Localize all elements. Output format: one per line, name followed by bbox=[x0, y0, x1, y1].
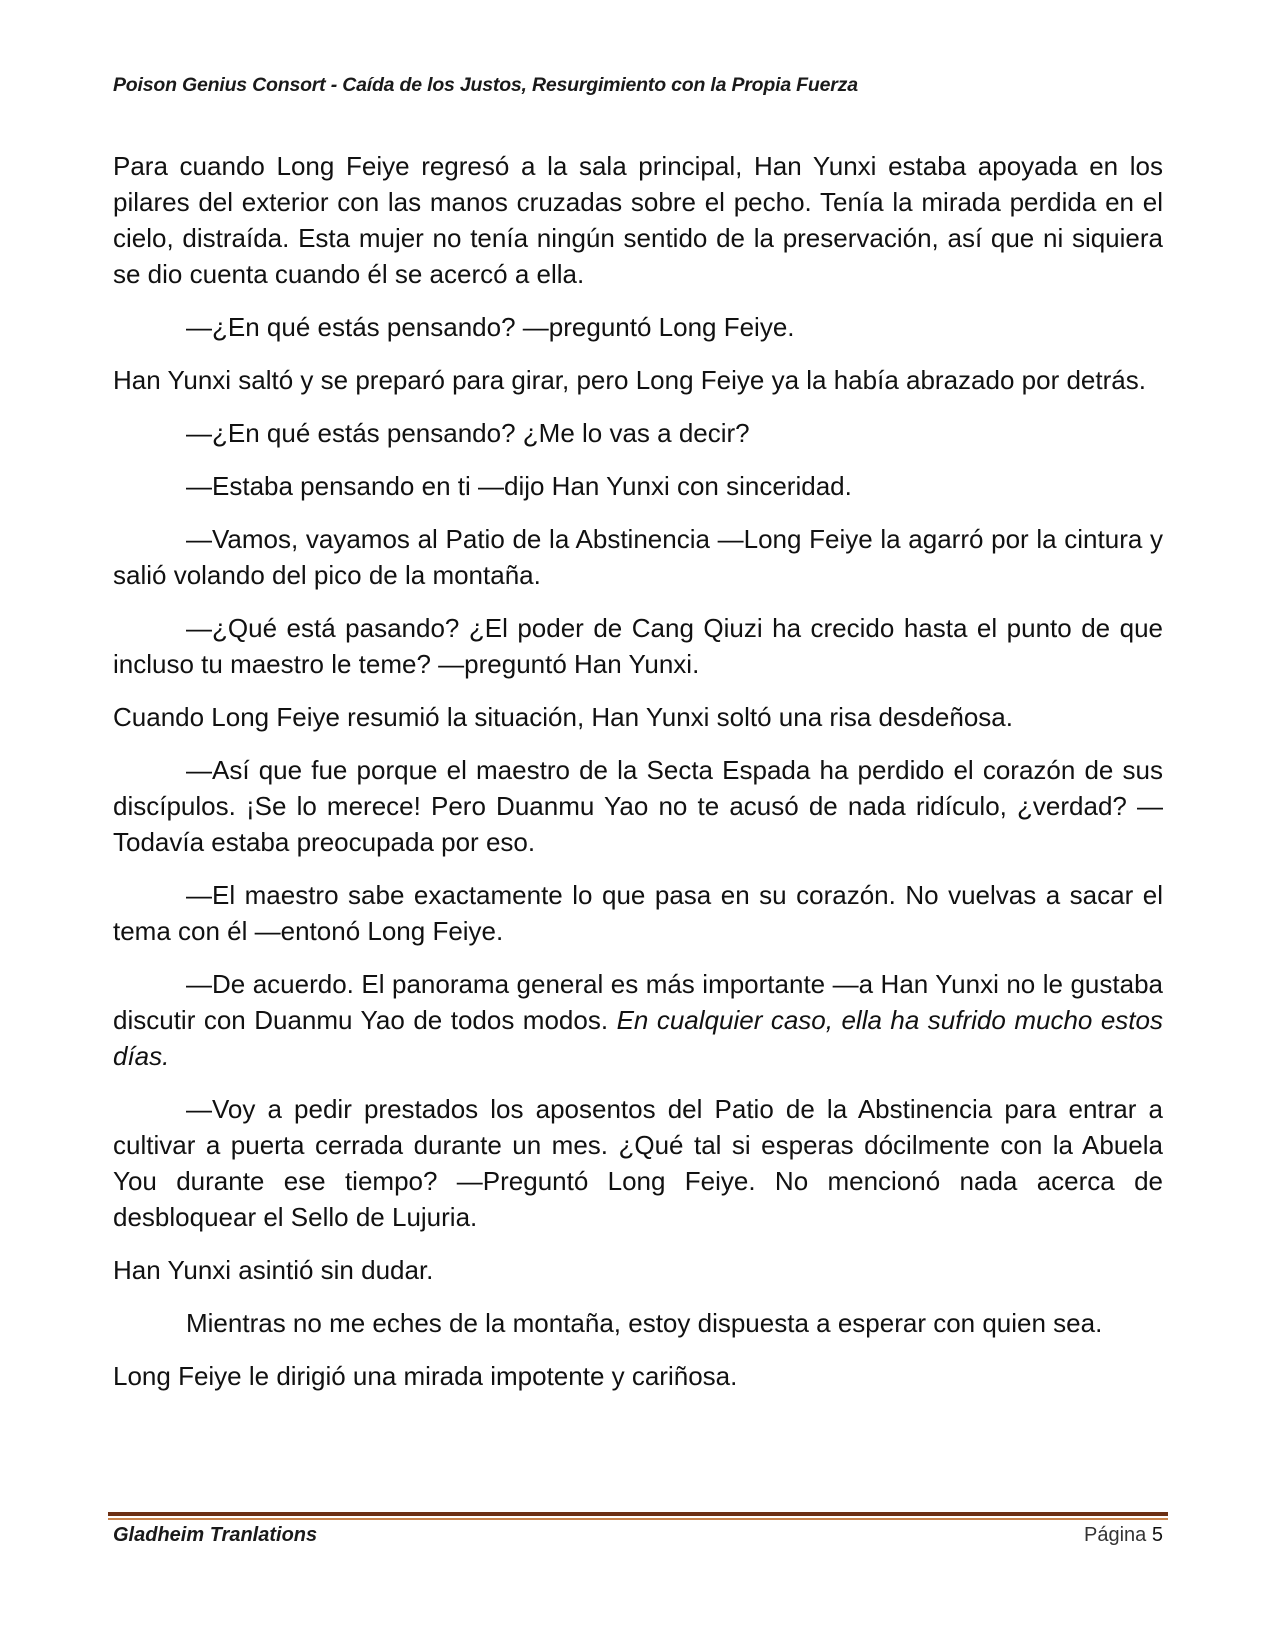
dialogue-paragraph: —¿Qué está pasando? ¿El poder de Cang Qiuzi ha crecido hasta el punto de que incluso tu maestro le teme? —preguntó Han Yunxi. bbox=[113, 613, 1163, 679]
paragraph-text: —De acuerdo. El panorama general es más importante —a Han Yunxi no le gustaba discutir con Duanmu Yao de todos modos. bbox=[113, 969, 1163, 1035]
dialogue-paragraph: —Estaba pensando en ti —dijo Han Yunxi con sinceridad. bbox=[186, 471, 852, 501]
dialogue-paragraph: —¿En qué estás pensando? —preguntó Long Feiye. bbox=[186, 312, 795, 342]
page-header: Poison Genius Consort - Caída de los Justos, Resurgimiento con la Propia Fuerza bbox=[113, 74, 858, 96]
page-label: Página bbox=[1084, 1524, 1147, 1546]
document-body bbox=[113, 148, 1163, 1411]
page-number-footer bbox=[1084, 1524, 1163, 1547]
dialogue-paragraph: —Así que fue porque el maestro de la Secta Espada ha perdido el corazón de sus discípulos. ¡Se lo merece! Pero Duanmu Yao no te acusó de nada ridículo, ¿verdad? —Todavía estaba preocupada por eso. bbox=[113, 755, 1163, 857]
dialogue-paragraph: —Voy a pedir prestados los aposentos del Patio de la Abstinencia para entrar a cultivar a puerta cerrada durante un mes. ¿Qué tal si esperas dócilmente con la Abuela You durante ese tiempo? —Preguntó Long Feiye. No mencionó nada acerca de desbloquear el Sello de Lujuria. bbox=[113, 1094, 1163, 1232]
paragraph: Para cuando Long Feiye regresó a la sala principal, Han Yunxi estaba apoyada en los pilares del exterior con las manos cruzadas sobre el pecho. Tenía la mirada perdida en el cielo, distraída. Esta mujer no tenía ningún sentido de la preservación, así que ni siquiera se dio cuenta cuando él se acercó a ella. bbox=[113, 151, 1163, 289]
italic-thought: En cualquier caso, ella ha sufrido mucho estos días. bbox=[113, 1005, 1163, 1071]
dialogue-paragraph: —El maestro sabe exactamente lo que pasa en su corazón. No vuelvas a sacar el tema con él —entonó Long Feiye. bbox=[113, 880, 1163, 946]
paragraph: Cuando Long Feiye resumió la situación, Han Yunxi soltó una risa desdeñosa. bbox=[113, 702, 1013, 732]
paragraph: Long Feiye le dirigió una mirada impotente y cariñosa. bbox=[113, 1361, 738, 1391]
paragraph: Han Yunxi saltó y se preparó para girar, pero Long Feiye ya la había abrazado por detrás. bbox=[113, 365, 1146, 395]
dialogue-paragraph: —¿En qué estás pensando? ¿Me lo vas a decir? bbox=[186, 418, 750, 448]
page-number: 5 bbox=[1151, 1524, 1163, 1546]
footer-credit: Gladheim Tranlations bbox=[113, 1524, 318, 1546]
dialogue-paragraph bbox=[113, 966, 1163, 1074]
footer-divider-light bbox=[108, 1518, 1168, 1520]
thought-paragraph: Mientras no me eches de la montaña, estoy dispuesta a esperar con quien sea. bbox=[186, 1308, 1103, 1338]
footer-divider-dark bbox=[108, 1512, 1168, 1516]
paragraph: Han Yunxi asintió sin dudar. bbox=[113, 1255, 434, 1285]
dialogue-paragraph: —Vamos, vayamos al Patio de la Abstinencia —Long Feiye la agarró por la cintura y salió volando del pico de la montaña. bbox=[113, 524, 1163, 590]
